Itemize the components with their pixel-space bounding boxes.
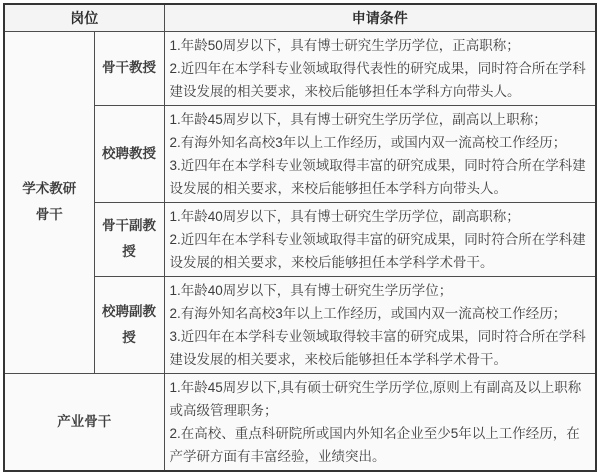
condition-item: 2.有海外知名高校3年以上工作经历，或国内双一流高校工作经历； [169, 305, 567, 321]
position-cell-backbone-associate: 骨干副教授 [94, 202, 164, 276]
condition-item: 2.在高校、重点科研院所或国内外知名企业至少5年以上工作经历，在产学研方面有丰富经验，业绩突出。 [169, 425, 580, 464]
condition-item: 1.年龄45周岁以下,具有硕士研究生学历学位,原则上有副高及以上职称或高级管理职务； [169, 379, 582, 418]
conditions-cell-backbone-professor [164, 31, 596, 105]
position-cell-hired-associate: 校聘副教授 [94, 276, 164, 373]
group-cell-academic [4, 31, 94, 373]
condition-item: 2.近四年在本学科专业领域取得丰富的研究成果，同时符合所在学科建设发展的相关要求，来校后能够担任本学科学术骨干。 [169, 231, 586, 270]
table-row-backbone-professor [4, 31, 596, 105]
header-conditions: 申请条件 [164, 4, 596, 31]
header-position: 岗位 [4, 4, 164, 31]
conditions-cell-backbone-associate [164, 202, 596, 276]
condition-item: 2.有海外知名高校3年以上工作经历，或国内双一流高校工作经历； [169, 134, 567, 150]
condition-item: 1.年龄50周岁以下，具有博士研究生学历学位，正高职称； [169, 37, 520, 53]
conditions-cell-hired-associate [164, 276, 596, 373]
conditions-cell-industry-backbone [164, 373, 596, 471]
table-row-industry-backbone [4, 373, 596, 471]
group-label-line-1: 学术教研 [22, 181, 77, 196]
group-label-line-2: 骨干 [35, 207, 63, 222]
condition-item: 3.近四年在本学科专业领域取得丰富的研究成果，同时符合所在学科建设发展的相关要求，来校后能够担任本学科方向带头人。 [169, 157, 586, 196]
group-cell-industry: 产业骨干 [4, 373, 164, 471]
table-header-row [4, 4, 596, 31]
conditions-cell-hired-professor [164, 105, 596, 202]
position-cell-hired-professor: 校聘教授 [94, 105, 164, 202]
condition-item: 3.近四年在本学科专业领域取得较丰富的研究成果，同时符合所在学科建设发展的相关要求，来校后能够担任本学科学术骨干。 [169, 328, 586, 367]
position-cell-backbone-professor: 骨干教授 [94, 31, 164, 105]
condition-item: 1.年龄45周岁以下，具有博士研究生学历学位，副高以上职称； [169, 111, 547, 127]
condition-item: 1.年龄40周岁以下，具有博士研究生学历学位，副高职称； [169, 208, 520, 224]
condition-item: 1.年龄40周岁以下，具有博士研究生学历学位； [169, 282, 453, 298]
positions-table [3, 3, 597, 472]
condition-item: 2.近四年在本学科专业领域取得代表性的研究成果，同时符合所在学科建设发展的相关要求，来校后能够担任本学科方向带头人。 [169, 60, 586, 99]
